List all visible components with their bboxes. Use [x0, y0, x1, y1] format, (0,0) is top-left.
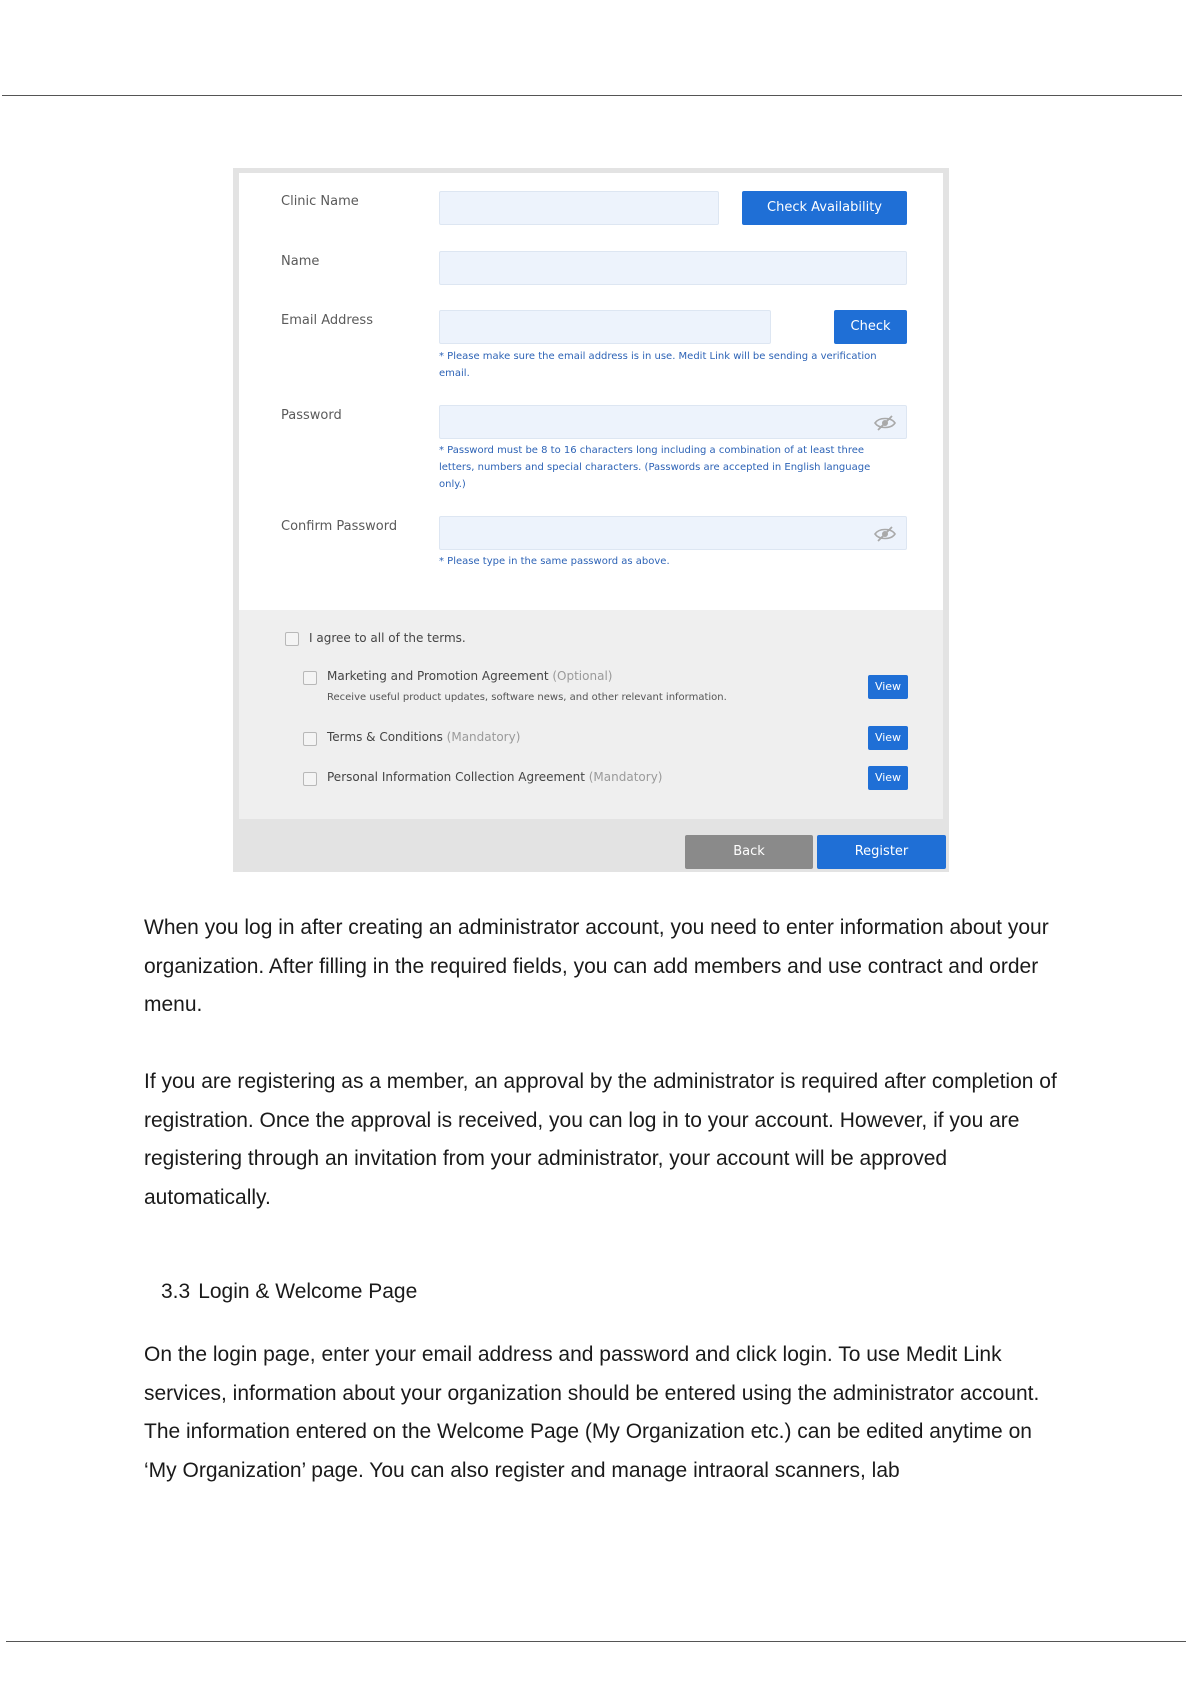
email-hint: * Please make sure the email address is in use. Medit Link will be sending a verification email.	[439, 351, 877, 379]
term-title: Terms & Conditions	[327, 730, 443, 744]
password-input[interactable]	[439, 405, 907, 439]
paragraph-login: On the login page, enter your email address and password and click login. To use Medit Link services, information about your organization should be entered using the administrator account. The information entered on the Welcome Page (My Organization etc.) can be edited anytime on ‘My Organization’ page. You can also register and manage intraoral scanners, lab	[144, 1343, 1040, 1482]
bottom-rule	[6, 1641, 1186, 1642]
view-marketing-button[interactable]: View	[868, 675, 908, 699]
agree-all-checkbox[interactable]	[285, 632, 299, 646]
back-button[interactable]: Back	[685, 835, 813, 869]
section-number: 3.3	[161, 1280, 191, 1303]
term-tag: (Mandatory)	[588, 770, 663, 784]
registration-form	[239, 173, 943, 610]
marketing-checkbox[interactable]	[303, 671, 317, 685]
clinic-name-input[interactable]	[439, 191, 719, 225]
marketing-description: Receive useful product updates, software news, and other relevant information.	[327, 692, 727, 703]
confirm-password-input[interactable]	[439, 516, 907, 550]
view-personal-info-button[interactable]: View	[868, 766, 908, 790]
top-rule	[2, 95, 1182, 96]
marketing-label	[327, 669, 612, 683]
check-availability-button[interactable]: Check Availability	[742, 191, 907, 225]
check-email-button[interactable]: Check	[834, 310, 907, 344]
section-title: Login & Welcome Page	[198, 1280, 418, 1303]
password-label: Password	[281, 408, 342, 423]
section-heading	[161, 1280, 417, 1304]
clinic-name-label: Clinic Name	[281, 194, 359, 209]
email-label: Email Address	[281, 313, 373, 328]
terms-conditions-checkbox[interactable]	[303, 732, 317, 746]
paragraph-admin-info: When you log in after creating an administrator account, you need to enter information about your organization. After filling in the required fields, you can add members and use contract and order menu.	[144, 916, 1049, 1016]
eye-slash-icon[interactable]	[874, 526, 896, 542]
personal-info-checkbox[interactable]	[303, 772, 317, 786]
confirm-password-label: Confirm Password	[281, 519, 398, 534]
personal-info-label	[327, 770, 662, 784]
terms-section	[239, 610, 943, 819]
email-input[interactable]	[439, 310, 771, 344]
registration-screenshot	[233, 168, 949, 872]
terms-conditions-label	[327, 730, 520, 744]
term-title: Personal Information Collection Agreement	[327, 770, 585, 784]
password-hint: * Password must be 8 to 16 characters long including a combination of at least three letters, numbers and special characters. (Passwords are accepted in English language only.)	[439, 445, 871, 490]
agree-all-label: I agree to all of the terms.	[309, 631, 466, 645]
confirm-password-hint: * Please type in the same password as above.	[439, 556, 670, 567]
register-button[interactable]: Register	[817, 835, 946, 869]
view-terms-button[interactable]: View	[868, 726, 908, 750]
term-tag: (Mandatory)	[446, 730, 521, 744]
paragraph-member-approval: If you are registering as a member, an approval by the administrator is required after completion of registration. Once the approval is received, you can log in to your account. However, if you are registering through an invitation from your administrator, your account will be approved automatically.	[144, 1070, 1057, 1209]
term-tag: (Optional)	[552, 669, 613, 683]
name-input[interactable]	[439, 251, 907, 285]
eye-slash-icon[interactable]	[874, 415, 896, 431]
term-title: Marketing and Promotion Agreement	[327, 669, 549, 683]
name-label: Name	[281, 254, 320, 269]
